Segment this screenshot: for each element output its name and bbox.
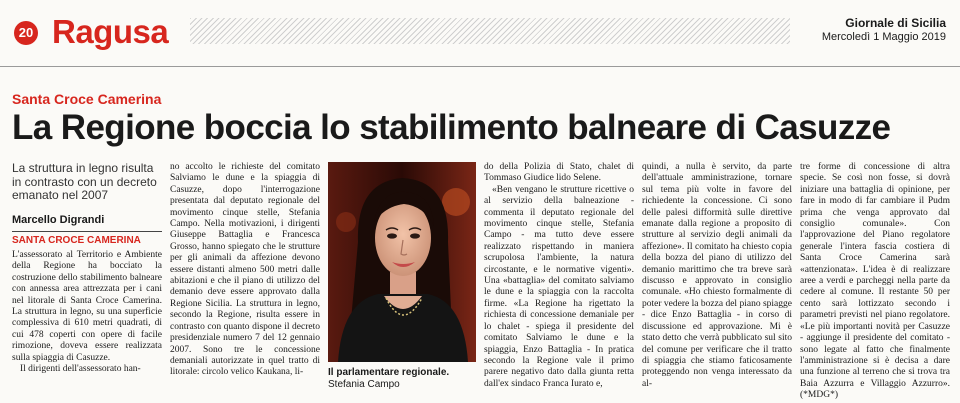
article-column-1: [12, 250, 162, 400]
article-column-5: [800, 162, 950, 400]
article-paragraph: tre forme di concessione di altra specie. Se così non fosse, si dovrà iniziare una battaglia di opinione, per fare in modo di far cambiare il Pudm prima che venga approvato dal consiglio comunale». Con l'approvazione del Piano regolatore generale l'intera fascia costiera di Santa Croce Camerina sarà «attenzionata». L'idea è di realizzare aree a verdi e parcheggi nella parte da cedere al comune. Il restante 50 per cento sarà lottizzato secondo i parametri previsti nel piano regolatore. «Le più importanti novità per Casuzze - aggiunge il presidente del comitato - sono legate al fatto che finalmente l'amministrazione si è decisa a dare una funzione al terreno che si trova tra Baia Azzurra e Villaggio Azzurro». (*MDG*): [800, 162, 950, 400]
issue-date: Mercoledì 1 Maggio 2019: [821, 31, 946, 43]
article-paragraph: «Ben vengano le strutture ricettive o al servizio della balneazione - commenta il deputato regionale del movimento cinque stelle, Stefania Campo - ma tutto deve essere realizzato rispettando in maniera scrupolosa l'ambiente, la natura circostante, e le normative vigenti». Una «battaglia» del comitato salviamo le dune e la spiaggia con la raccolta firme. «La Regione ha rigettato la richiesta di concessione demaniale per lo chalet - spiega il presidente del comitato Salviamo le dune e la spiaggia, Enzo Battaglia - In pratica secondo la Regione vale il primo parere negativo dato dalla giunta retta dall'ex sindaco Franca Iurato e,: [484, 184, 634, 389]
newspaper-name: Giornale di Sicilia: [845, 16, 946, 30]
article-column-2: [170, 162, 320, 400]
photo-caption-title: Il parlamentare regionale.: [328, 367, 450, 378]
article-author: Marcello Digrandi: [12, 214, 105, 226]
article-headline: La Regione boccia lo stabilimento balneare di Casuzze: [12, 108, 891, 147]
article-kicker: Santa Croce Camerina: [12, 91, 162, 107]
article-paragraph: Il dirigenti dell'assessorato han-: [20, 364, 141, 375]
header-hatch-decoration: [190, 18, 790, 44]
article-paragraph: L'assessorato al Territorio e Ambiente della Regione ha bocciato la costruzione dello stabilimento balneare con annessa area attrezzata per i cani nel litorale di Santa Croce Camerina. La struttura in legno, su una superficie complessiva di 610 metri quadrati, di cui 478 coperti con opere di facile rimozione, doveva essere realizzata sulla spiaggia di Casuzze.: [12, 250, 162, 363]
photo-caption-name: Stefania Campo: [328, 379, 400, 390]
author-divider: [12, 231, 162, 232]
header-divider: [0, 66, 960, 67]
article-summary: La struttura in legno risulta in contrasto con un decreto emanato nel 2007: [12, 161, 157, 202]
page-number-badge: 20: [14, 21, 38, 45]
article-paragraph: quindi, a nulla è servito, da parte dell'attuale amministrazione, tornare sul tema più volte in favore del richiedente la concessione. Ci sono delle palesi difformità sulle direttive emanate dalla regione a proposito di strutture al servizio degli animali da affezione». Il comitato ha chiesto copia della bozza del piano di utilizzo del demanio marittimo che tra breve sarà discusso e approvato in consiglio comunale. «Ho chiesto formalmente di poter vedere la bozza del piano spiagge - dice Enzo Battaglia - in corso di discussione ed approvazione. Mi è stato detto che verrà pubblicato sul sito del comune per verificare che il tratto di spiaggia che stiamo faticosamente proteggendo non venga interessato da al-: [642, 162, 792, 389]
section-title: Ragusa: [52, 13, 169, 50]
portrait-photo: [328, 162, 476, 362]
article-dateline: SANTA CROCE CAMERINA: [12, 235, 141, 246]
article-paragraph: no accolto le richieste del comitato Salviamo le dune e la spiaggia di Casuzze, dopo l'interrogazione presentata dal deputato regionale del movimento cinque stelle, Stefania Campo. Nella motivazioni, i dirigenti Giuseppe Battaglia e Francesca Grosso, hanno spiegato che le strutture per gli animali da affezione devono essere distanti almeno 500 metri dalle abitazioni e che il piano di utilizzo del demanio deve essere approvato dalla Regione Sicilia. La struttura in legno, secondo la Regione, risulta essere in contrasto con quanto dispone il decreto presidenziale numero 7 del 12 gennaio 2007. Sono tre le concessione demaniali autorizzate in quel tratto di litorale: circolo velico Kaukana, li-: [170, 162, 320, 378]
article-column-3: [484, 162, 634, 400]
portrait-illustration: [328, 162, 476, 362]
article-column-4: [642, 162, 792, 400]
article-paragraph: do della Polizia di Stato, chalet di Tommaso Giudice lido Selene.: [484, 162, 634, 184]
